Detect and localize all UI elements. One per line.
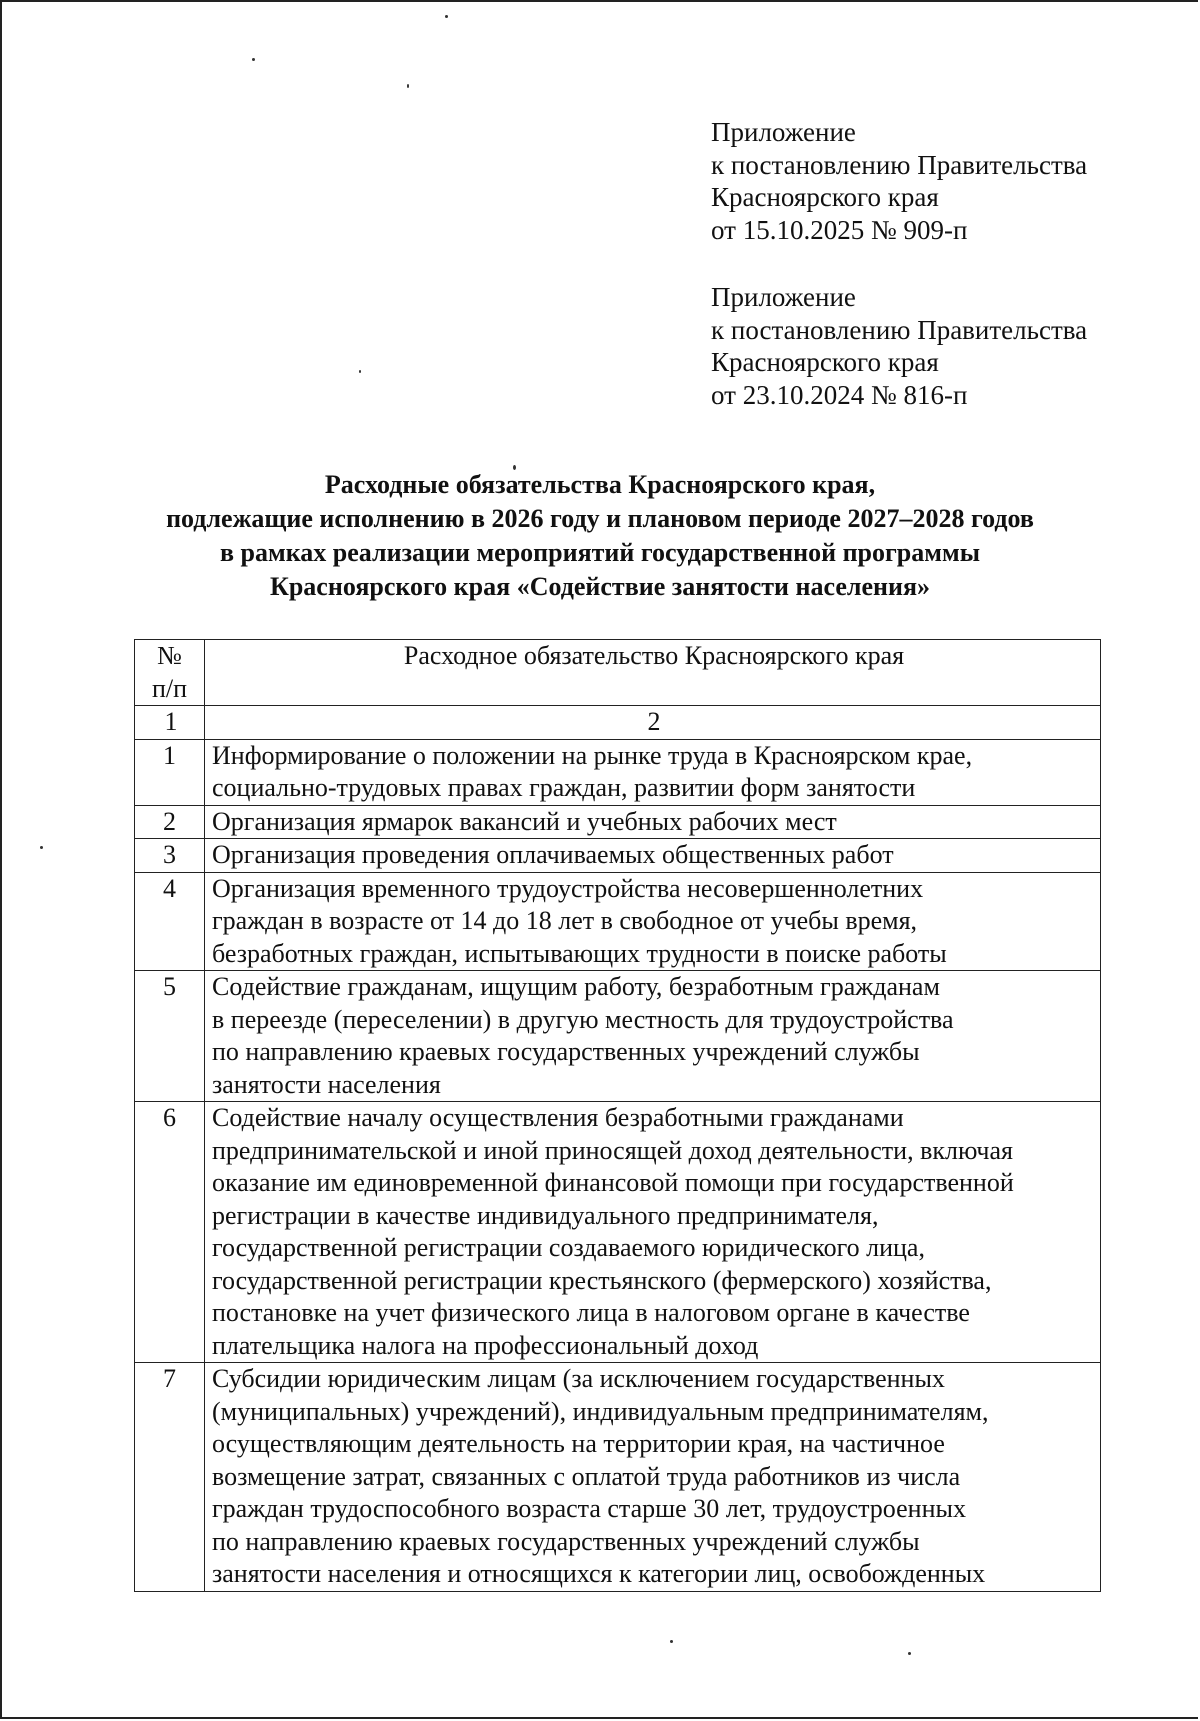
annex-line: к постановлению Правительства bbox=[711, 149, 1088, 180]
table-row bbox=[135, 1363, 1101, 1592]
title-line: Расходные обязательства Красноярского края, bbox=[324, 470, 876, 499]
table-row bbox=[135, 971, 1101, 1102]
annex-line: Приложение bbox=[711, 282, 856, 312]
scan-speck bbox=[445, 15, 448, 18]
row-text-cell: Субсидии юридическим лицам (за исключением государственных (муниципальных) учреждений), индивидуальным предпринимателям, осуществляющим деятельность на территории края, на частичное возмещение затрат, связанных с оплатой труда работников из числа граждан трудоспособного возраста старше 30 лет, трудоустроенных по направлению краевых государственных учреждений службы занятости населения и относящихся к категории лиц, освобожденных bbox=[205, 1363, 1101, 1592]
row-num-cell: 2 bbox=[135, 805, 205, 839]
row-text-cell: Информирование о положении на рынке труда в Красноярском крае, социально-трудовых правах граждан, развитии форм занятости bbox=[205, 739, 1101, 805]
row-num-cell: 3 bbox=[135, 839, 205, 873]
column-index-cell: 1 bbox=[135, 706, 205, 740]
table-row bbox=[135, 872, 1101, 971]
row-num-cell: 1 bbox=[135, 739, 205, 805]
table-row bbox=[135, 739, 1101, 805]
row-text-cell: Содействие началу осуществления безработными гражданами предпринимательской и иной приносящей доход деятельности, включая оказание им единовременной финансовой помощи при государственной регистрации в качестве индивидуального предпринимателя, государственной регистрации создаваемого юридического лица, государственной регистрации крестьянского (фермерского) хозяйства, постановке на учет физического лица в налоговом органе в качестве плательщика налога на профессиональный доход bbox=[205, 1102, 1101, 1363]
scan-speck bbox=[670, 1640, 673, 1643]
scan-speck bbox=[908, 1652, 911, 1655]
scan-speck bbox=[407, 84, 409, 88]
row-num-cell: 7 bbox=[135, 1363, 205, 1592]
annex-line: Красноярского края bbox=[711, 347, 939, 377]
row-num-cell: 5 bbox=[135, 971, 205, 1102]
title-line: в рамках реализации мероприятий государственной программы bbox=[219, 538, 980, 567]
table-header-row bbox=[135, 640, 1101, 706]
title-line: подлежащие исполнению в 2026 году и плановом периоде 2027–2028 годов bbox=[166, 504, 1034, 533]
table-row bbox=[135, 1102, 1101, 1363]
header-num-cell: № п/п bbox=[135, 640, 205, 706]
annex-line: Красноярского края bbox=[711, 182, 939, 212]
document-title bbox=[0, 468, 1200, 604]
table-row bbox=[135, 805, 1101, 839]
annex-line: от 23.10.2024 № 816-п bbox=[711, 379, 968, 410]
column-index-row bbox=[135, 706, 1101, 740]
annex-line: Приложение bbox=[711, 117, 856, 147]
scan-speck bbox=[40, 846, 43, 849]
row-num-cell: 6 bbox=[135, 1102, 205, 1363]
column-index-cell: 2 bbox=[205, 706, 1101, 740]
scan-speck bbox=[252, 58, 255, 61]
row-text-cell: Организация проведения оплачиваемых общественных работ bbox=[205, 839, 1101, 873]
title-line: Красноярского края «Содействие занятости населения» bbox=[269, 572, 931, 601]
row-text-cell: Организация временного трудоустройства несовершеннолетних граждан в возрасте от 14 до 18 лет в свободное от учебы время, безработных граждан, испытывающих трудности в поиске работы bbox=[205, 872, 1101, 971]
row-text-cell: Организация ярмарок вакансий и учебных рабочих мест bbox=[205, 805, 1101, 839]
row-text-cell: Содействие гражданам, ищущим работу, безработным гражданам в переезде (переселении) в другую местность для трудоустройства по направлению краевых государственных учреждений службы занятости населения bbox=[205, 971, 1101, 1102]
annex-line: от 15.10.2025 № 909-п bbox=[711, 214, 968, 245]
annex-line: к постановлению Правительства bbox=[711, 314, 1088, 345]
annex-block-original bbox=[711, 281, 1087, 411]
scan-speck bbox=[359, 370, 361, 373]
row-num-cell: 4 bbox=[135, 872, 205, 971]
table-row bbox=[135, 839, 1101, 873]
annex-block-current bbox=[711, 116, 1087, 246]
header-obligation-cell: Расходное обязательство Красноярского края bbox=[205, 640, 1101, 706]
obligations-table bbox=[134, 639, 1101, 1592]
